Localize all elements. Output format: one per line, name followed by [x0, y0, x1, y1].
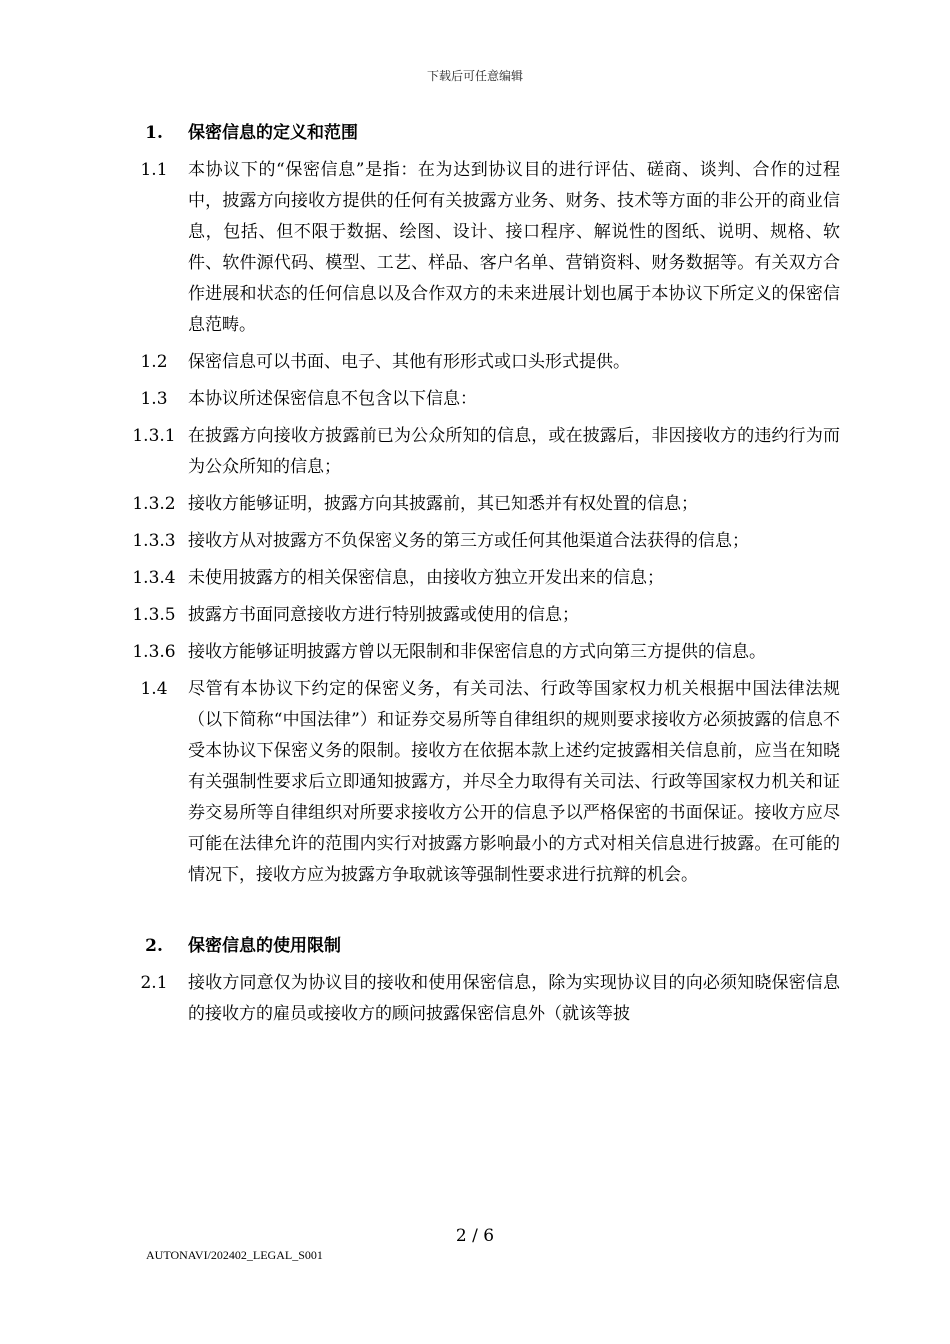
clause-number: 1.2 — [140, 352, 168, 372]
section-1-heading — [120, 118, 840, 149]
clause-text: 在披露方向接收方披露前已为公众所知的信息，或在披露后，非因接收方的违约行为而为公众所知的信息； — [188, 426, 840, 477]
clause — [120, 968, 840, 1030]
clause — [120, 600, 840, 631]
clause-text: 本协议所述保密信息不包含以下信息： — [188, 389, 477, 409]
clause — [120, 674, 840, 891]
page-header: 下载后可任意编辑 — [426, 69, 523, 83]
clause — [120, 155, 840, 341]
clause-text: 本协议下的“保密信息”是指：在为达到协议目的进行评估、磋商、谈判、合作的过程中，披露方向接收方提供的任何有关披露方业务、财务、技术等方面的非公开的商业信息，包括、但不限于数据、绘图、设计、接口程序、解说性的图纸、说明、规格、软件、软件源代码、模型、工艺、样品、客户名单、营销资料、财务数据等。有关双方合作进展和状态的任何信息以及合作双方的未来进展计划也属于本协议下所定义的保密信息范畴。 — [188, 160, 840, 335]
clause — [120, 637, 840, 668]
page-number: 2 / 6 — [455, 1226, 495, 1246]
clause-text: 接收方能够证明披露方曾以无限制和非保密信息的方式向第三方提供的信息。 — [188, 642, 766, 662]
clause-text: 接收方同意仅为协议目的接收和使用保密信息，除为实现协议目的向必须知晓保密信息的接收方的雇员或接收方的顾问披露保密信息外（就该等披 — [188, 973, 840, 1024]
section-2-heading — [120, 931, 840, 962]
section-title: 保密信息的使用限制 — [188, 936, 341, 956]
document-body — [120, 118, 840, 1036]
clause-number: 1.3.5 — [132, 605, 176, 625]
clause — [120, 384, 840, 415]
clause-number: 1.3.6 — [132, 642, 176, 662]
clause — [120, 526, 840, 557]
clause-number: 1.1 — [140, 160, 168, 180]
clause-text: 保密信息可以书面、电子、其他有形形式或口头形式提供。 — [188, 352, 630, 372]
clause-number: 2.1 — [140, 973, 168, 993]
section-number: 1. — [145, 123, 163, 143]
clause-number: 1.3.4 — [132, 568, 176, 588]
document-code: AUTONAVI/202402_LEGAL_S001 — [146, 1248, 323, 1262]
section-number: 2. — [145, 936, 163, 956]
clause-number: 1.3 — [140, 389, 168, 409]
clause — [120, 563, 840, 594]
clause — [120, 347, 840, 378]
clause-number: 1.3.1 — [132, 426, 176, 446]
section-title: 保密信息的定义和范围 — [188, 123, 358, 143]
clause-text: 接收方从对披露方不负保密义务的第三方或任何其他渠道合法获得的信息； — [188, 531, 749, 551]
clause-number: 1.3.3 — [132, 531, 176, 551]
clause — [120, 421, 840, 483]
clause — [120, 489, 840, 520]
clause-text: 披露方书面同意接收方进行特别披露或使用的信息； — [188, 605, 579, 625]
clause-text: 未使用披露方的相关保密信息，由接收方独立开发出来的信息； — [188, 568, 664, 588]
clause-number: 1.3.2 — [132, 494, 176, 514]
section-spacer — [120, 897, 840, 931]
clause-number: 1.4 — [140, 679, 168, 699]
clause-text: 尽管有本协议下约定的保密义务，有关司法、行政等国家权力机关根据中国法律法规（以下简称“中国法律”）和证券交易所等自律组织的规则要求接收方必须披露的信息不受本协议下保密义务的限制。接收方在依据本款上述约定披露相关信息前，应当在知晓有关强制性要求后立即通知披露方，并尽全力取得有关司法、行政等国家权力机关和证券交易所等自律组织对所要求接收方公开的信息予以严格保密的书面保证。接收方应尽可能在法律允许的范围内实行对披露方影响最小的方式对相关信息进行披露。在可能的情况下，接收方应为披露方争取就该等强制性要求进行抗辩的机会。 — [188, 679, 840, 885]
clause-text: 接收方能够证明，披露方向其披露前，其已知悉并有权处置的信息； — [188, 494, 698, 514]
